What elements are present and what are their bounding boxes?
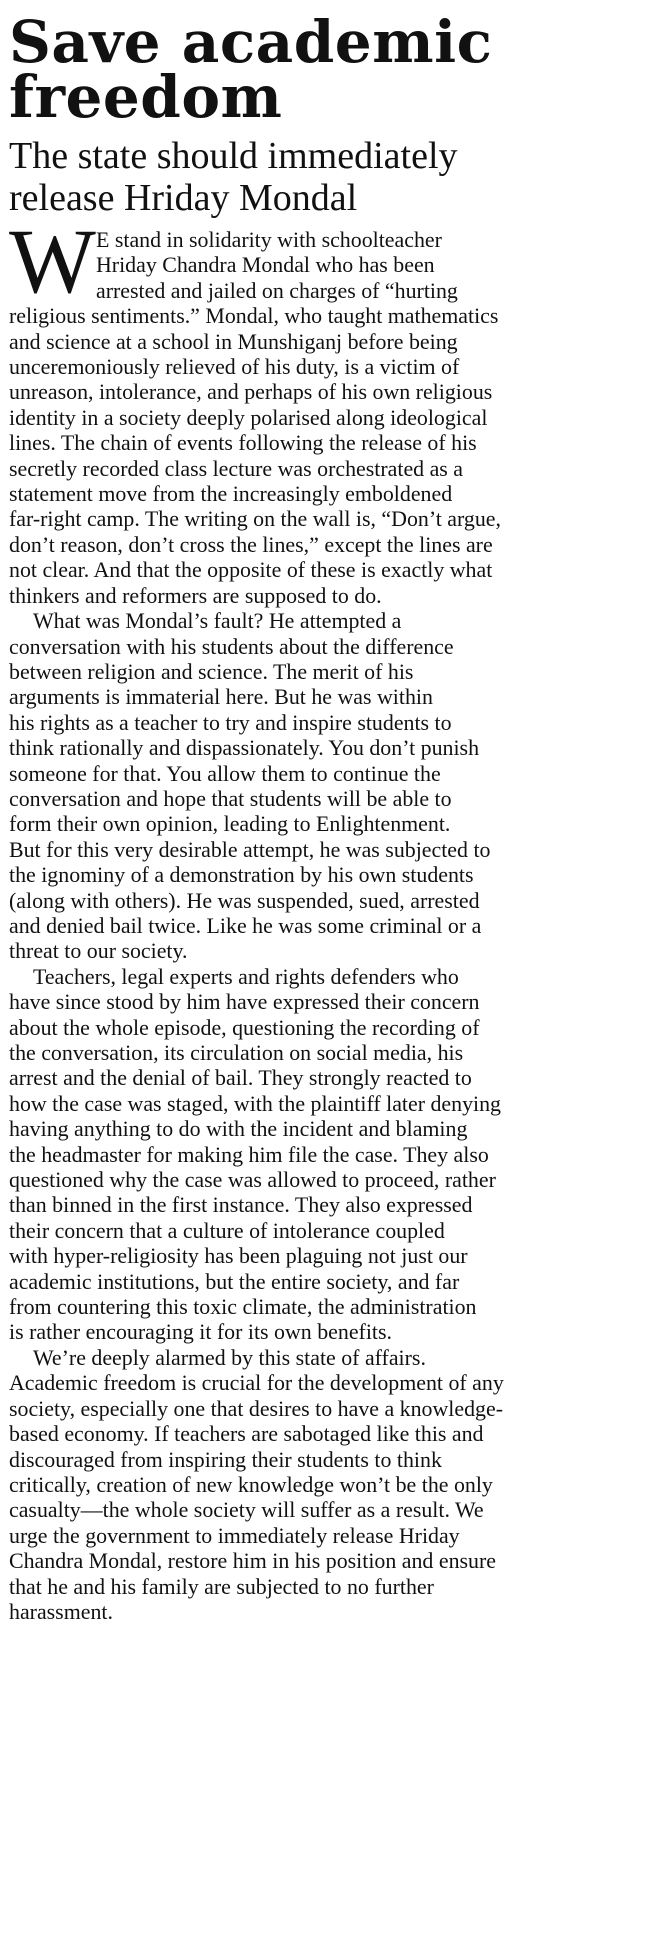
paragraph-line: But for this very desirable attempt, he was subjected to — [9, 836, 491, 862]
paragraph-line: arguments is immaterial here. But he was within — [9, 684, 433, 710]
paragraph-line: questioned why the case was allowed to proceed, rather — [9, 1167, 496, 1193]
paragraph-line: society, especially one that desires to have a knowledge- — [9, 1395, 503, 1421]
paragraph-line: that he and his family are subjected to no further — [9, 1573, 434, 1599]
paragraph-line: the conversation, its circulation on social media, his — [9, 1040, 464, 1065]
paragraph-line: is rather encouraging it for its own benefits. — [9, 1319, 392, 1345]
paragraph-line: his rights as a teacher to try and inspire students to — [9, 709, 452, 735]
paragraph-line: E stand in solidarity with schoolteacher — [96, 227, 442, 252]
paragraph-line: unceremoniously relieved of his duty, is a victim of — [9, 354, 460, 380]
drop-cap: W — [9, 210, 96, 312]
paragraph-line: their concern that a culture of intolerance coupled — [9, 1217, 445, 1243]
paragraph-line: thinkers and reformers are supposed to do. — [9, 582, 382, 608]
article-paragraph — [9, 1345, 645, 1624]
paragraph-line: not clear. And that the opposite of these is exactly what — [9, 557, 493, 583]
paragraph-line: We’re deeply alarmed by this state of affairs. — [33, 1344, 426, 1370]
paragraph-line: urge the government to immediately release Hriday — [9, 1522, 460, 1548]
headline — [9, 0, 645, 131]
paragraph-line: (along with others). He was suspended, sued, arrested — [9, 887, 480, 913]
paragraph-line: with hyper-religiosity has been plaguing not just our — [9, 1243, 468, 1269]
paragraph-line: Teachers, legal experts and rights defenders who — [33, 963, 459, 989]
paragraph-line: identity in a society deeply polarised along ideological — [9, 404, 488, 430]
article-paragraph — [9, 608, 645, 964]
paragraph-line: how the case was staged, with the plaintiff later denying — [9, 1090, 501, 1116]
paragraph-line: and science at a school in Munshiganj before being — [9, 328, 458, 354]
paragraph-line: think rationally and dispassionately. You don’t punish — [9, 735, 480, 761]
paragraph-line: between religion and science. The merit of his — [9, 658, 414, 684]
paragraph-line: Academic freedom is crucial for the development of any — [9, 1370, 504, 1396]
paragraph-line: the ignominy of a demonstration by his own students — [9, 862, 474, 888]
paragraph-line: based economy. If teachers are sabotaged like this and — [9, 1421, 484, 1447]
paragraph-line: arrest and the denial of bail. They strongly reacted to — [9, 1065, 472, 1091]
article-paragraph — [9, 964, 645, 1345]
paragraph-line: academic institutions, but the entire society, and far — [9, 1268, 460, 1294]
article-body — [9, 227, 645, 1624]
paragraph-line: the headmaster for making him file the case. They also — [9, 1141, 489, 1167]
paragraph-line: having anything to do with the incident and blaming — [9, 1116, 468, 1142]
paragraph-line: arrested and jailed on charges of “hurting — [96, 277, 458, 303]
headline-line: freedom — [9, 63, 283, 131]
article-paragraph — [9, 227, 645, 608]
paragraph-line: discouraged from inspiring their students to think — [9, 1446, 442, 1472]
paragraph-line: conversation with his students about the difference — [9, 633, 454, 659]
paragraph-line: critically, creation of new knowledge won’t be the only — [9, 1471, 493, 1497]
paragraph-line: conversation and hope that students will be able to — [9, 785, 452, 811]
paragraph-line: about the whole episode, questioning the recording of — [9, 1014, 480, 1040]
paragraph-line: lines. The chain of events following the release of his — [9, 430, 477, 456]
paragraph-line: form their own opinion, leading to Enlightenment. — [9, 811, 451, 837]
paragraph-line: harassment. — [9, 1598, 113, 1624]
paragraph-line: casualty—the whole society will suffer as a result. We — [9, 1497, 484, 1523]
paragraph-line: than binned in the first instance. They also expressed — [9, 1192, 473, 1218]
paragraph-line: don’t reason, don’t cross the lines,” except the lines are — [9, 531, 493, 557]
paragraph-line: and denied bail twice. Like he was some criminal or a — [9, 912, 482, 938]
paragraph-line: religious sentiments.” Mondal, who taught mathematics — [9, 303, 499, 329]
standfirst-line: release Hriday Mondal — [9, 177, 358, 219]
paragraph-line: have since stood by him have expressed their concern — [9, 989, 480, 1015]
paragraph-line: secretly recorded class lecture was orchestrated as a — [9, 455, 463, 481]
paragraph-line: someone for that. You allow them to continue the — [9, 760, 441, 786]
paragraph-line: Hriday Chandra Mondal who has been — [96, 252, 435, 278]
paragraph-line: from countering this toxic climate, the administration — [9, 1294, 477, 1320]
headline-line: Save academic — [9, 8, 493, 76]
paragraph-line: unreason, intolerance, and perhaps of his own religious — [9, 379, 493, 405]
paragraph-line: What was Mondal’s fault? He attempted a — [33, 608, 402, 634]
paragraph-line: threat to our society. — [9, 938, 188, 964]
paragraph-line: Chandra Mondal, restore him in his position and ensure — [9, 1548, 496, 1574]
paragraph-line: statement move from the increasingly emboldened — [9, 481, 453, 507]
standfirst-line: The state should immediately — [9, 135, 458, 177]
standfirst — [9, 135, 645, 219]
paragraph-line: far-right camp. The writing on the wall is, “Don’t argue, — [9, 506, 501, 532]
